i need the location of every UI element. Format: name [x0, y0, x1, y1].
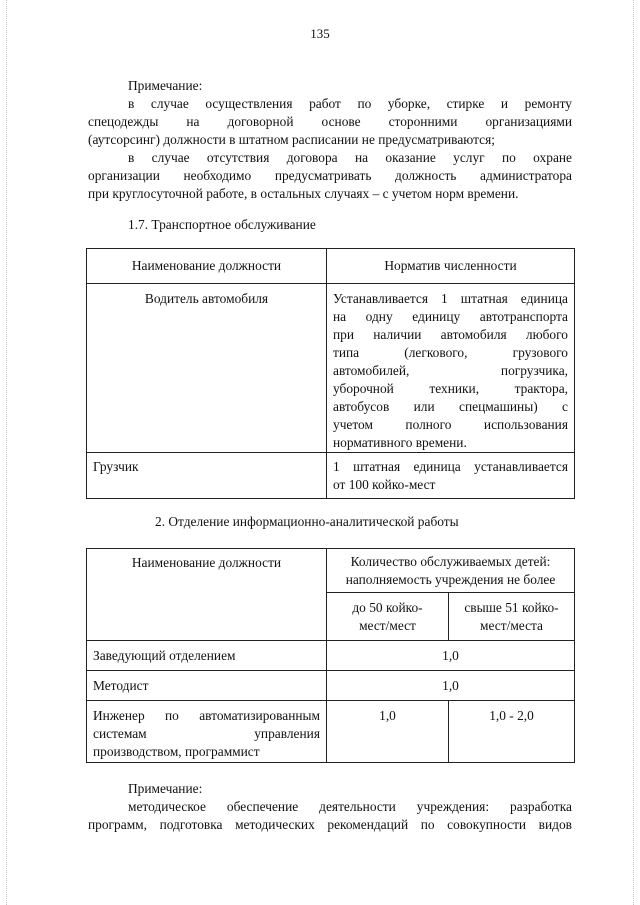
norm-line: типа (легкового, грузового	[333, 345, 568, 360]
position-cell: Водитель автомобиля	[87, 284, 327, 453]
subheader-line: мест/мест	[359, 617, 416, 633]
header-line: наполняемость учреждения не более	[345, 571, 556, 587]
header-child-count	[327, 549, 575, 593]
subheader-line: мест/места	[480, 617, 543, 633]
value-cell-over-51: 1,0 - 2,0	[449, 701, 575, 763]
norm-line: Устанавливается 1 штатная единица	[333, 291, 568, 306]
norm-cell	[327, 284, 575, 453]
position-line: системам управления	[93, 726, 320, 741]
position-cell	[87, 701, 327, 763]
norm-line: нормативного времени.	[333, 435, 467, 450]
note-2-title: Примечание:	[128, 781, 203, 796]
position-cell: Методист	[87, 671, 327, 701]
right-page-edge	[633, 0, 634, 905]
note-1	[88, 77, 572, 203]
note-1-p2-line: организации необходимо предусматривать должность администратора	[88, 168, 572, 183]
note-1-p2-line: в случае отсутствия договора на оказание услуг по охране	[128, 150, 572, 165]
value-cell-merged: 1,0	[327, 641, 575, 671]
table-row	[87, 641, 575, 671]
position-line: производством, программист	[93, 744, 260, 759]
norm-line: автобусов или спецмашины) с	[333, 399, 568, 414]
note-1-title: Примечание:	[128, 78, 203, 93]
table-row	[87, 284, 575, 453]
position-cell: Заведующий отделением	[87, 641, 327, 671]
note-2-line: методическое обеспечение деятельности учреждения: разработка	[128, 799, 572, 814]
note-1-p2-line: при круглосуточной работе, в остальных случаях – с учетом норм времени.	[88, 186, 519, 201]
section-2-title: 2. Отделение информационно-аналитической работы	[155, 514, 459, 529]
position-line: Инженер по автоматизированным	[93, 708, 320, 723]
note-1-p1-line: в случае осуществления работ по уборке, стирке и ремонту	[128, 96, 572, 111]
subheader-over-51	[449, 593, 575, 641]
norm-line: при наличии автомобиля любого	[333, 327, 568, 342]
note-2-line: программ, подготовка методических рекомендаций по совокупности видов	[88, 817, 572, 832]
norm-line: уборочной техники, трактора,	[333, 381, 568, 396]
norm-cell	[327, 453, 575, 499]
value-cell-up-to-50: 1,0	[327, 701, 449, 763]
header-line: Количество обслуживаемых детей:	[350, 553, 551, 569]
table-header-row	[87, 249, 575, 284]
left-page-edge	[6, 0, 7, 905]
norm-line: от 100 койко-мест	[333, 477, 436, 492]
header-position: Наименование должности	[87, 249, 327, 284]
table-row	[87, 453, 575, 499]
page-number: 135	[310, 26, 330, 41]
note-2	[88, 780, 572, 834]
norm-line: на одну единицу автотранспорта	[333, 309, 568, 324]
table-row	[87, 671, 575, 701]
norm-line: 1 штатная единица устанавливается	[333, 459, 568, 474]
value-cell-merged: 1,0	[327, 671, 575, 701]
subheader-line: свыше 51 койко-	[464, 599, 559, 615]
norm-line: учетом полного использования	[333, 417, 568, 432]
header-position: Наименование должности	[87, 549, 327, 641]
transport-table	[86, 248, 575, 499]
note-1-p1-line: (аутсорсинг) должности в штатном расписании не предусматриваются;	[88, 132, 495, 147]
subheader-up-to-50	[327, 593, 449, 641]
section-1-7-title: 1.7. Транспортное обслуживание	[128, 217, 316, 232]
subheader-line: до 50 койко-	[352, 599, 423, 615]
info-analytics-table	[86, 548, 575, 763]
header-norm: Норматив численности	[327, 249, 575, 284]
note-1-p1-line: спецодежды на договорной основе сторонними организациями	[88, 114, 572, 129]
table-row	[87, 701, 575, 763]
norm-line: автомобилей, погрузчика,	[333, 363, 568, 378]
position-cell: Грузчик	[87, 453, 327, 499]
table-header-row	[87, 549, 575, 593]
